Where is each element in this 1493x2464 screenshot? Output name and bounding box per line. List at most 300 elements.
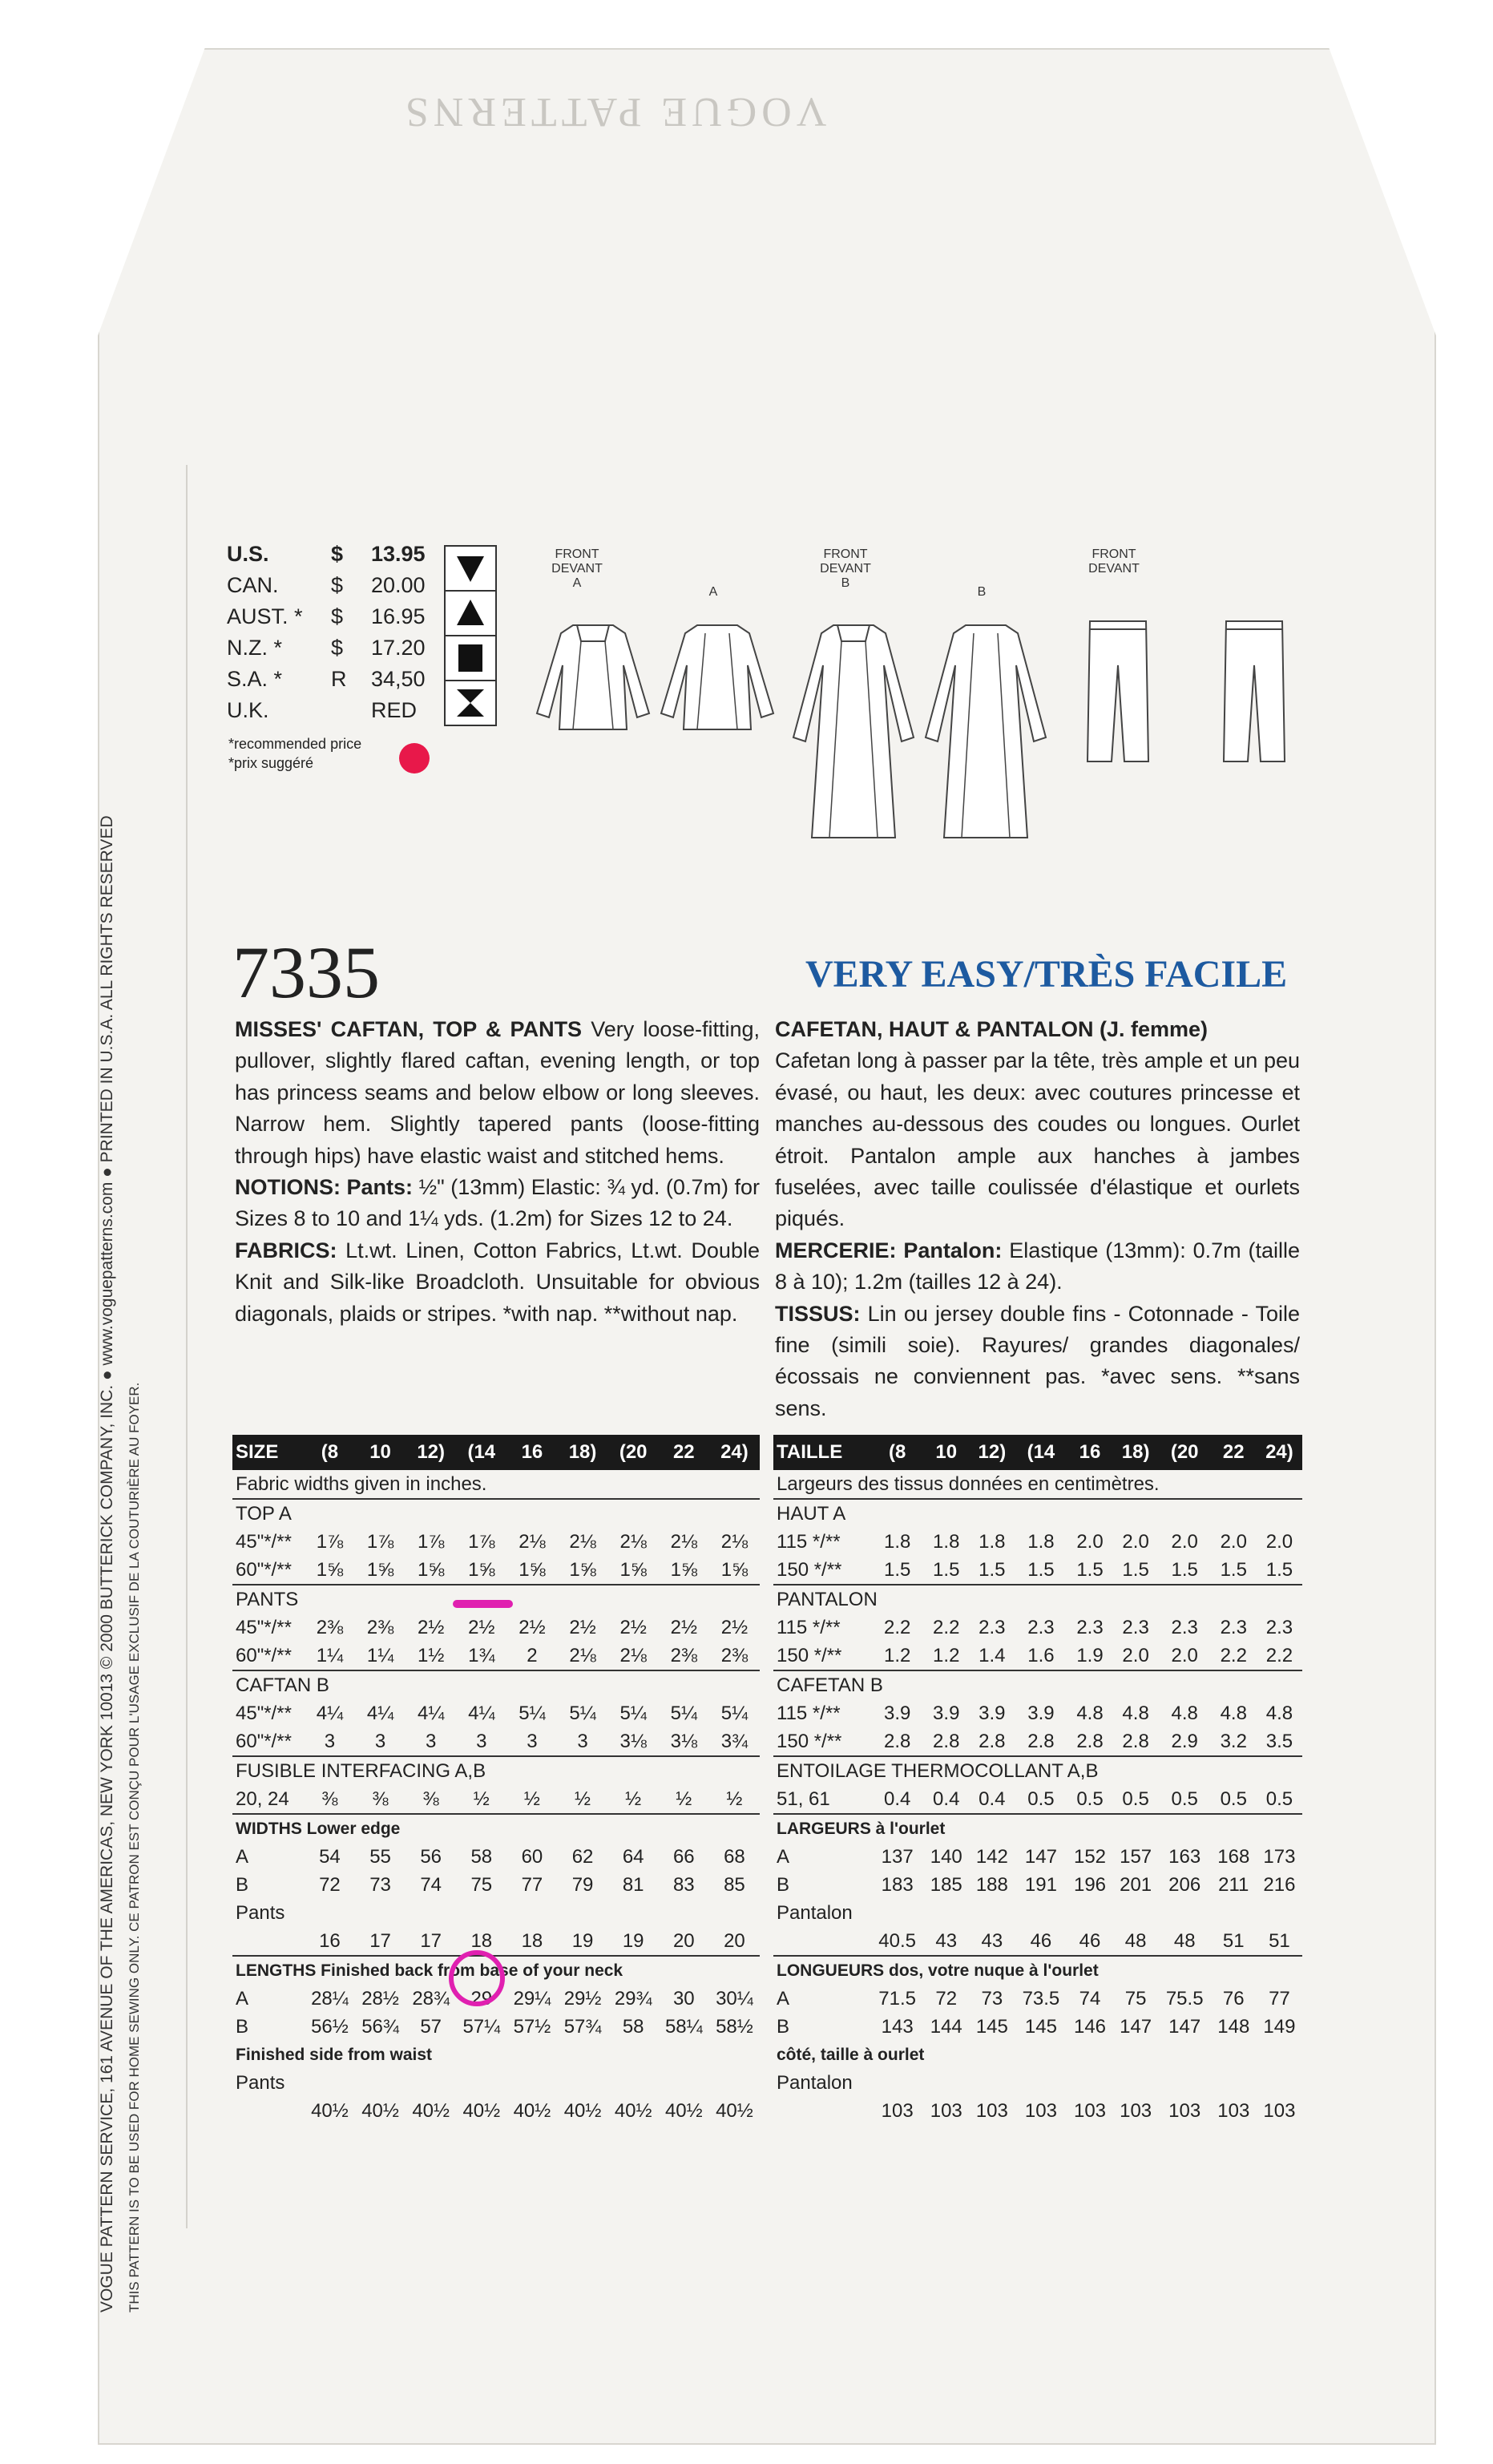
table-cell: 2.9 xyxy=(1171,1730,1198,1752)
table-cell xyxy=(355,1899,406,1927)
table-cell: 55 xyxy=(369,1845,391,1868)
table-cell: 2.8 xyxy=(1122,1730,1149,1752)
table-cell: 73.5 xyxy=(1022,1987,1060,2010)
table-cell: 4.8 xyxy=(1122,1702,1149,1724)
table-cell: 143 xyxy=(881,2015,914,2038)
table-cell: 5¼ xyxy=(519,1702,546,1724)
table-cell: 1.5 xyxy=(1122,1558,1149,1581)
price-value: 20.00 xyxy=(371,573,426,597)
table-row xyxy=(773,2097,1302,2125)
table-cell: 216 xyxy=(1263,1873,1296,1896)
view-pants-front-label: FRONT DEVANT xyxy=(1088,547,1140,576)
table-cell: 17 xyxy=(420,1929,442,1952)
english-title: MISSES' CAFTAN, TOP & PANTS xyxy=(235,1017,583,1041)
table-cell: 48 xyxy=(1173,1929,1196,1952)
table-cell: 2½ xyxy=(569,1616,596,1638)
table-cell: 2.0 xyxy=(1171,1530,1198,1553)
table-cell: 2.8 xyxy=(1076,1730,1104,1752)
table-cell: 1.9 xyxy=(1076,1644,1104,1666)
table-row xyxy=(773,1642,1302,1670)
row-label: B xyxy=(236,1873,249,1896)
table-cell: 2.3 xyxy=(1265,1616,1293,1638)
table-cell: 168 xyxy=(1217,1845,1250,1868)
table-row xyxy=(773,1670,1302,1699)
size-column: (8 xyxy=(888,1441,906,1463)
row-label: B xyxy=(236,2015,249,2038)
table-cell: 145 xyxy=(975,2015,1008,2038)
table-cell: 1¼ xyxy=(366,1644,394,1666)
table-cell: 17 xyxy=(369,1929,391,1952)
table-cell: 40½ xyxy=(412,2099,450,2122)
table-cell: 2.3 xyxy=(979,1616,1006,1638)
table-cell: 58 xyxy=(622,2015,644,2038)
table-row xyxy=(232,2013,760,2041)
table-cell: 4¼ xyxy=(417,1702,445,1724)
table-cell: 73 xyxy=(981,1987,1003,2010)
price-currency: $ xyxy=(331,573,344,597)
table-cell: 3.9 xyxy=(979,1702,1006,1724)
table-cell: 20 xyxy=(724,1929,745,1952)
table-cell: 29 xyxy=(470,1987,493,2010)
table-cell xyxy=(1113,1899,1159,1927)
table-cell: 3.9 xyxy=(883,1702,911,1724)
table-cell: 1⅝ xyxy=(519,1558,546,1581)
down-triangle-icon xyxy=(444,545,497,592)
table-cell: 60 xyxy=(521,1845,543,1868)
table-cell: 1.5 xyxy=(1265,1558,1293,1581)
table-cell: 64 xyxy=(622,1845,644,1868)
table-cell: 51 xyxy=(1222,1929,1245,1952)
table-cell: 149 xyxy=(1263,2015,1296,2038)
row-label: Pantalon xyxy=(777,1901,853,1924)
top-a-back-illustration xyxy=(653,609,781,745)
price-value: 17.20 xyxy=(371,636,426,660)
pants-back-illustration xyxy=(1214,609,1294,769)
table-cell: 43 xyxy=(935,1929,958,1952)
square-icon xyxy=(444,635,497,681)
red-dot-icon xyxy=(399,743,430,774)
view-a-front-label: FRONT DEVANT A xyxy=(551,547,603,590)
table-row xyxy=(773,2041,1302,2069)
table-cell: 4¼ xyxy=(316,1702,344,1724)
highlight-circle-mark xyxy=(449,1950,505,2006)
table-row xyxy=(773,1843,1302,1871)
table-cell: 77 xyxy=(521,1873,543,1896)
table-row xyxy=(232,1899,760,1927)
row-label: 60"*/** xyxy=(236,1730,292,1752)
price-country: N.Z. * xyxy=(227,636,283,660)
price-currency: $ xyxy=(331,604,344,628)
table-cell: 3¾ xyxy=(720,1730,749,1752)
table-cell: 68 xyxy=(724,1845,745,1868)
table-cell: 46 xyxy=(1030,1929,1052,1952)
table-cell: 2⅜ xyxy=(720,1644,749,1666)
table-cell: 2.2 xyxy=(1265,1644,1293,1666)
table-cell: 1⅝ xyxy=(366,1558,394,1581)
row-label xyxy=(773,1927,871,1956)
widths-title: LARGEURS à l'ourlet xyxy=(773,1814,1302,1843)
table-cell: 2.0 xyxy=(1122,1644,1149,1666)
table-row xyxy=(773,1585,1302,1614)
french-desc: Cafetan long à passer par la tête, très ample et un peu évasé, ou haut, les deux: avec coutures princesse et manches au-dessous des coudes ou longues. Ourlet étroit. Pantalon ample aux hanches à jambes fuselées, avec taille coulissée d'élastique et ourlets piqués. xyxy=(775,1048,1300,1231)
table-cell: 2⅛ xyxy=(569,1530,596,1553)
flap-ghost-text: VOGUE PATTERNS xyxy=(401,89,827,135)
size-column: 22 xyxy=(672,1441,695,1463)
table-cell xyxy=(1067,1899,1112,1927)
widths-title: WIDTHS Lower edge xyxy=(232,1814,760,1843)
table-cell: 148 xyxy=(1217,2015,1250,2038)
table-row xyxy=(773,1956,1302,1985)
table-cell: 72 xyxy=(319,1873,341,1896)
table-cell: 147 xyxy=(1024,1845,1057,1868)
row-label: 45"*/** xyxy=(236,1616,292,1638)
table-cell: 2½ xyxy=(417,1616,445,1638)
table-cell: 71.5 xyxy=(878,1987,917,2010)
table-cell: 2.0 xyxy=(1265,1530,1293,1553)
table-row xyxy=(773,1528,1302,1556)
table-cell: 103 xyxy=(1024,2099,1057,2122)
highlight-dash-mark xyxy=(453,1600,513,1608)
table-cell: ½ xyxy=(726,1787,743,1810)
table-cell: 18 xyxy=(521,1929,543,1952)
table-cell: 48 xyxy=(1124,1929,1147,1952)
table-cell: 2⅛ xyxy=(619,1530,647,1553)
table-cell: 40½ xyxy=(614,2099,652,2122)
french-fabrics: Lin ou jersey double fins - Cotonnade - Toile fine (simili soie). Rayures/ grandes diagonales/écossais ne conviennent pas. *avec sens. **sans sens. xyxy=(775,1301,1300,1420)
table-cell: 2⅜ xyxy=(670,1644,697,1666)
table-cell: 2.2 xyxy=(1220,1644,1247,1666)
table-cell: 1.5 xyxy=(1027,1558,1055,1581)
table-cell: 4.8 xyxy=(1265,1702,1293,1724)
view-b-back-label: B xyxy=(977,585,987,599)
table-cell: 75 xyxy=(470,1873,493,1896)
row-label: 150 */** xyxy=(777,1730,842,1752)
table-cell: 1.5 xyxy=(883,1558,911,1581)
table-cell: 1⅞ xyxy=(366,1530,394,1553)
table-cell: 4.8 xyxy=(1076,1702,1104,1724)
table-cell: 142 xyxy=(975,1845,1008,1868)
caftan-b-front-illustration xyxy=(789,609,918,850)
table-cell: 1.5 xyxy=(979,1558,1006,1581)
table-cell: 147 xyxy=(1120,2015,1152,2038)
table-cell xyxy=(406,1899,456,1927)
table-cell: 1⅞ xyxy=(316,1530,344,1553)
table-cell: 2⅜ xyxy=(366,1616,394,1638)
table-cell xyxy=(608,1899,659,1927)
table-cell: 56½ xyxy=(311,2015,349,2038)
price-value: 16.95 xyxy=(371,604,426,628)
table-row xyxy=(232,1670,760,1699)
table-row xyxy=(773,1785,1302,1814)
table-cell: 103 xyxy=(1168,2099,1201,2122)
table-cell: 211 xyxy=(1218,1873,1249,1896)
table-cell: 1¾ xyxy=(468,1644,495,1666)
table-cell: 147 xyxy=(1168,2015,1201,2038)
table-cell: 30 xyxy=(672,1987,695,2010)
price-value: 13.95 xyxy=(371,542,426,566)
size-column: 16 xyxy=(521,1441,543,1463)
table-row xyxy=(232,1470,760,1499)
table-cell: 40½ xyxy=(513,2099,551,2122)
table-cell: 0.5 xyxy=(1265,1787,1293,1810)
table-cell xyxy=(659,1899,709,1927)
table-cell: 1⅝ xyxy=(468,1558,495,1581)
table-row xyxy=(773,1556,1302,1585)
table-row xyxy=(773,1470,1302,1499)
row-label: Pants xyxy=(236,2071,285,2094)
lengths-title: LENGTHS Finished back from base of your neck xyxy=(232,1956,760,1985)
table-cell: 40½ xyxy=(563,2099,602,2122)
table-row xyxy=(773,1985,1302,2013)
table-cell: 144 xyxy=(930,2015,962,2038)
table-cell: 2.8 xyxy=(933,1730,960,1752)
table-cell: 56 xyxy=(420,1845,442,1868)
side-length-title: Finished side from waist xyxy=(236,2045,433,2064)
table-row xyxy=(773,1499,1302,1528)
table-cell: 1.5 xyxy=(1076,1558,1104,1581)
table-row xyxy=(232,2097,760,2125)
table-cell: 40½ xyxy=(462,2099,501,2122)
table-cell: 0.4 xyxy=(933,1787,960,1810)
table-row xyxy=(232,1585,760,1614)
price-row xyxy=(227,636,426,660)
price-currency: R xyxy=(331,667,347,691)
table-cell: 196 xyxy=(1073,1873,1107,1896)
table-cell: 137 xyxy=(881,1845,914,1868)
table-cell: 1⅝ xyxy=(569,1558,596,1581)
table-cell: 1.8 xyxy=(883,1530,911,1553)
table-cell: 206 xyxy=(1168,1873,1201,1896)
table-row xyxy=(232,1614,760,1642)
table-row xyxy=(773,2069,1302,2097)
table-cell: 75 xyxy=(1124,1987,1147,2010)
table-cell: 145 xyxy=(1024,2015,1057,2038)
price-row xyxy=(227,698,417,723)
section-name: PANTS xyxy=(232,1585,760,1614)
table-cell: 2.8 xyxy=(1027,1730,1055,1752)
table-cell: 152 xyxy=(1073,1845,1107,1868)
table-row xyxy=(773,1435,1302,1470)
table-row xyxy=(232,1756,760,1785)
size-column: (20 xyxy=(1170,1441,1199,1463)
table-cell: 75.5 xyxy=(1165,1987,1204,2010)
table-cell: 3⅛ xyxy=(670,1730,697,1752)
price-country: U.S. xyxy=(227,542,269,566)
table-cell: 76 xyxy=(1222,1987,1245,2010)
size-column: 10 xyxy=(369,1441,391,1463)
view-a-back-label: A xyxy=(708,585,718,599)
table-row xyxy=(232,2069,760,2097)
english-description xyxy=(235,1014,760,1330)
row-label: 45"*/** xyxy=(236,1530,292,1553)
table-row xyxy=(773,2013,1302,2041)
table-cell: 3 xyxy=(374,1730,386,1752)
table-cell: 66 xyxy=(672,1845,695,1868)
table-cell: 2.2 xyxy=(933,1616,960,1638)
french-notions: Elastique (13mm): 0.7m (taille 8 à 10); 1.2m (tailles 12 à 24). xyxy=(775,1238,1300,1295)
table-cell: 1⅞ xyxy=(417,1530,445,1553)
table-cell xyxy=(1015,1899,1067,1927)
table-row xyxy=(773,1727,1302,1756)
table-cell: 73 xyxy=(369,1873,391,1896)
row-label: Pantalon xyxy=(777,2071,853,2094)
table-cell: 19 xyxy=(571,1929,594,1952)
table-cell: 0.5 xyxy=(1027,1787,1055,1810)
table-cell: 5¼ xyxy=(569,1702,596,1724)
row-label: A xyxy=(777,1987,790,2010)
caftan-b-back-illustration xyxy=(922,609,1050,850)
table-cell: 2.3 xyxy=(1076,1616,1104,1638)
row-label xyxy=(232,2097,305,2125)
table-cell xyxy=(1159,1899,1211,1927)
table-row xyxy=(232,1927,760,1956)
table-cell: 4.8 xyxy=(1171,1702,1198,1724)
table-cell: 28¾ xyxy=(412,1987,450,2010)
table-cell: 2⅛ xyxy=(619,1644,647,1666)
size-column: (14 xyxy=(467,1441,496,1463)
recommended-price-note: *recommended price xyxy=(228,736,362,752)
size-column: 22 xyxy=(1222,1441,1245,1463)
table-cell: 2.0 xyxy=(1220,1530,1247,1553)
table-cell: 58 xyxy=(470,1845,493,1868)
table-cell: 3.2 xyxy=(1220,1730,1247,1752)
table-cell: 103 xyxy=(1073,2099,1107,2122)
table-cell: 1.8 xyxy=(933,1530,960,1553)
table-cell: 58½ xyxy=(716,2015,753,2038)
table-cell: 1.5 xyxy=(1220,1558,1247,1581)
prix-suggere-note: *prix suggéré xyxy=(228,755,314,771)
table-row xyxy=(232,1528,760,1556)
table-cell: 1.6 xyxy=(1027,1644,1055,1666)
price-country: AUST. * xyxy=(227,604,303,628)
section-name: PANTALON xyxy=(773,1585,1302,1614)
table-cell: 173 xyxy=(1263,1845,1296,1868)
price-currency: $ xyxy=(331,636,344,660)
table-cell: ⅜ xyxy=(321,1787,338,1810)
table-cell: 57¾ xyxy=(563,2015,602,2038)
table-cell: 57¼ xyxy=(462,2015,501,2038)
price-currency: $ xyxy=(331,542,344,566)
table-cell: 2½ xyxy=(619,1616,647,1638)
table-cell: 40½ xyxy=(716,2099,753,2122)
size-column: (14 xyxy=(1027,1441,1055,1463)
table-cell: 103 xyxy=(881,2099,914,2122)
table-cell: 2½ xyxy=(720,1616,749,1638)
table-cell: 40½ xyxy=(361,2099,399,2122)
section-name: HAUT A xyxy=(773,1499,1302,1528)
table-cell: 3 xyxy=(324,1730,336,1752)
table-cell: 2½ xyxy=(670,1616,697,1638)
table-row xyxy=(773,1756,1302,1785)
table-cell: 5¼ xyxy=(720,1702,749,1724)
table-cell: 0.4 xyxy=(979,1787,1006,1810)
table-cell: 81 xyxy=(622,1873,644,1896)
table-cell: 46 xyxy=(1079,1929,1101,1952)
row-label: 60"*/** xyxy=(236,1558,292,1581)
table-row xyxy=(232,1556,760,1585)
table-cell xyxy=(305,1899,355,1927)
size-column: 18) xyxy=(1121,1441,1150,1463)
table-row xyxy=(232,1642,760,1670)
table-row xyxy=(773,1927,1302,1956)
top-a-front-illustration xyxy=(529,609,657,745)
lengths-title: LONGUEURS dos, votre nuque à l'ourlet xyxy=(773,1956,1302,1985)
table-cell: 1⅝ xyxy=(720,1558,749,1581)
table-cell: 103 xyxy=(1120,2099,1152,2122)
table-cell: 191 xyxy=(1024,1873,1057,1896)
table-cell: 188 xyxy=(975,1873,1008,1896)
table-cell: 20 xyxy=(672,1929,695,1952)
table-row xyxy=(773,1814,1302,1843)
french-description xyxy=(775,1014,1300,1424)
english-fabrics: Lt.wt. Linen, Cotton Fabrics, Lt.wt. Double Knit and Silk-like Broadcloth. Unsuitable for obvious diagonals, plaids or stripes. *with nap. **without nap. xyxy=(235,1238,760,1326)
table-cell: 2.0 xyxy=(1171,1644,1198,1666)
table-cell: ½ xyxy=(523,1787,540,1810)
usage-notice: THIS PATTERN IS TO BE USED FOR HOME SEWING ONLY. CE PATRON EST CONÇU POUR L'USAGE EXCLUSIF DE LA COUTURIÈRE AU FOYER. xyxy=(127,1382,142,2313)
table-row xyxy=(232,1435,760,1470)
table-row xyxy=(773,1699,1302,1727)
row-label: 51, 61 xyxy=(777,1787,830,1810)
publisher-line: VOGUE PATTERN SERVICE, 161 AVENUE OF THE AMERICAS, NEW YORK 10013 © 2000 BUTTERICK COMPANY, INC. ● www.voguepatterns.com ● PRINTED IN U.S.A. ALL RIGHTS RESERVED xyxy=(98,815,116,2313)
difficulty-label: VERY EASY/TRÈS FACILE xyxy=(805,953,1288,996)
table-cell: 1⅝ xyxy=(670,1558,697,1581)
row-label xyxy=(232,1927,305,1956)
table-cell: 1.5 xyxy=(933,1558,960,1581)
table-cell: 2.3 xyxy=(1171,1616,1198,1638)
table-cell: 1¼ xyxy=(316,1644,344,1666)
table-cell: 1.8 xyxy=(1027,1530,1055,1553)
table-cell: ⅜ xyxy=(422,1787,439,1810)
pants-front-illustration xyxy=(1078,609,1158,769)
table-row xyxy=(232,1499,760,1528)
table-cell: 1⅝ xyxy=(316,1558,344,1581)
table-cell: ½ xyxy=(625,1787,642,1810)
table-cell: 1.8 xyxy=(979,1530,1006,1553)
table-subtitle: Fabric widths given in inches. xyxy=(236,1472,487,1495)
table-cell: 56¾ xyxy=(361,2015,399,2038)
table-cell: 2 xyxy=(527,1644,538,1666)
table-cell: 0.5 xyxy=(1076,1787,1104,1810)
table-row xyxy=(773,1899,1302,1927)
table-cell: 1⅞ xyxy=(468,1530,495,1553)
size-column: 18) xyxy=(568,1441,597,1463)
french-title: CAFETAN, HAUT & PANTALON (J. femme) xyxy=(775,1017,1208,1041)
table-cell: 0.5 xyxy=(1122,1787,1149,1810)
table-cell: 183 xyxy=(881,1873,914,1896)
table-cell: 29¾ xyxy=(614,1987,652,2010)
table-cell: 1½ xyxy=(417,1644,445,1666)
table-cell: 1.5 xyxy=(1171,1558,1198,1581)
section-name: ENTOILAGE THERMOCOLLANT A,B xyxy=(773,1756,1302,1785)
table-cell: 16 xyxy=(319,1929,341,1952)
table-row xyxy=(232,2041,760,2069)
table-cell: 85 xyxy=(724,1873,745,1896)
english-yardage-table xyxy=(232,1435,760,2125)
table-cell: 2⅛ xyxy=(569,1644,596,1666)
table-cell: 57½ xyxy=(513,2015,551,2038)
table-cell: 103 xyxy=(930,2099,962,2122)
section-name: CAFETAN B xyxy=(773,1670,1302,1699)
table-cell: 0.4 xyxy=(883,1787,911,1810)
table-row xyxy=(773,1614,1302,1642)
size-column: 16 xyxy=(1079,1441,1101,1463)
size-header: SIZE xyxy=(236,1441,279,1463)
english-fabrics-label: FABRICS: xyxy=(235,1238,337,1262)
table-cell: 2.0 xyxy=(1122,1530,1149,1553)
french-fabrics-label: TISSUS: xyxy=(775,1301,861,1326)
up-triangle-icon xyxy=(444,590,497,636)
table-cell: 1⅝ xyxy=(417,1558,445,1581)
